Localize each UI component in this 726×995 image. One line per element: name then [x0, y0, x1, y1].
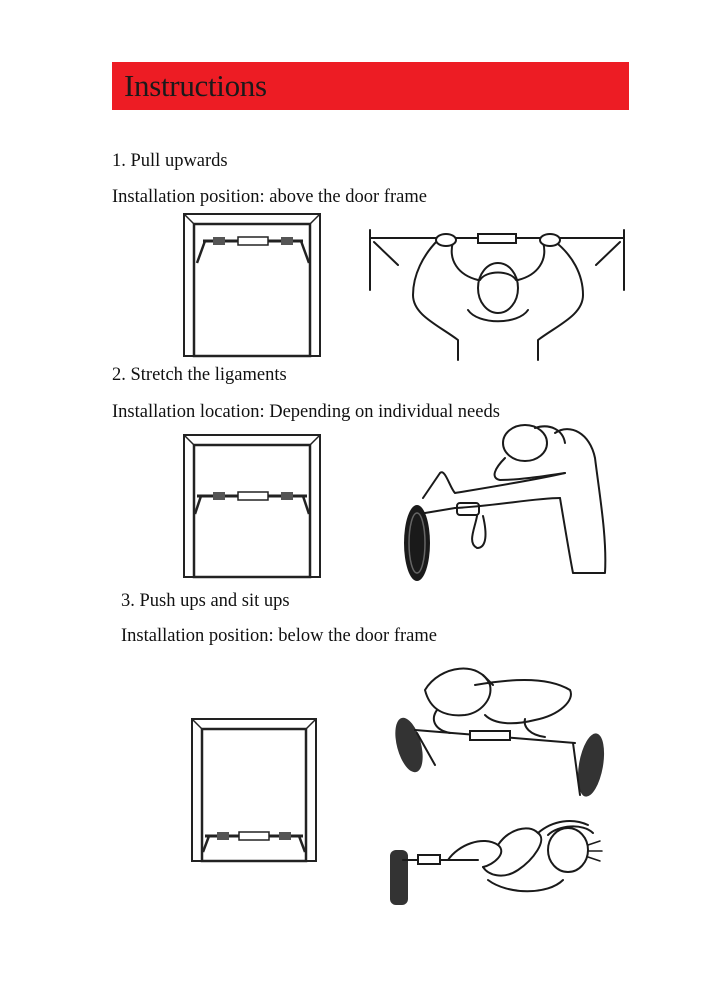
- push-up-person-illustration: [395, 655, 605, 805]
- pull-up-bar-top: [197, 237, 309, 263]
- section-2-heading: 2. Stretch the ligaments: [112, 365, 287, 385]
- section-1-subtitle: Installation position: above the door frame: [112, 187, 427, 207]
- page-title: Instructions: [124, 68, 267, 103]
- pull-up-person-illustration: [368, 230, 628, 360]
- pull-up-bar-bottom: [203, 832, 305, 852]
- section-3-subtitle: Installation position: below the door frame: [121, 626, 437, 646]
- door-frame-middle-illustration: [183, 434, 323, 579]
- pull-up-bar-middle: [195, 492, 309, 514]
- door-frame-above-illustration: [183, 213, 323, 358]
- stretch-person-illustration: [395, 418, 610, 588]
- section-1-heading: 1. Pull upwards: [112, 151, 228, 171]
- sit-up-person-illustration: [388, 815, 613, 910]
- instructions-header: [112, 62, 629, 110]
- section-3-heading: 3. Push ups and sit ups: [121, 591, 290, 611]
- door-frame-below-illustration: [191, 718, 319, 863]
- section-2-subtitle: Installation location: Depending on individual needs: [112, 402, 500, 422]
